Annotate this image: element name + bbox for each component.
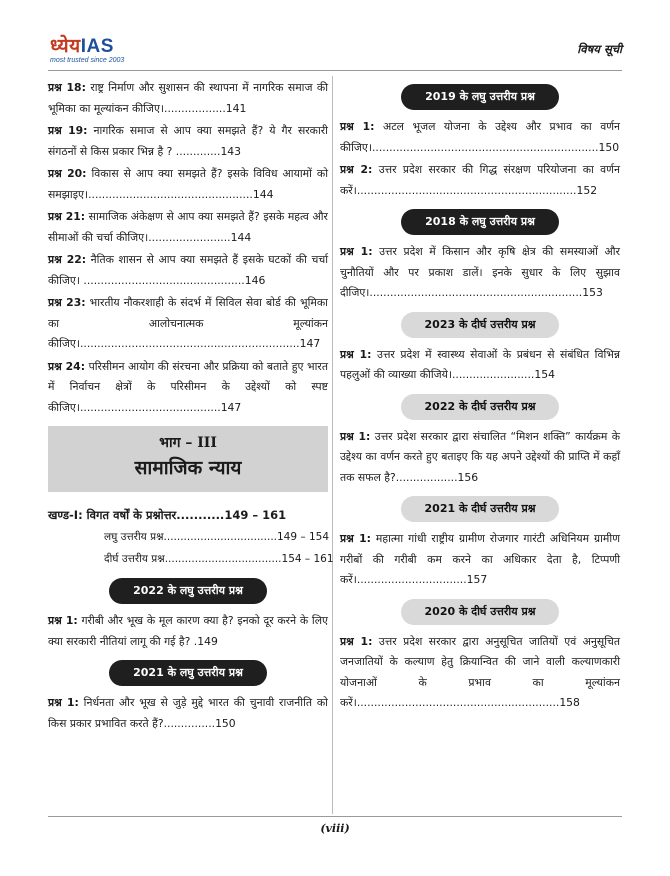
year-heading-2021-long: 2021 के दीर्घ उत्तरीय प्रश्न bbox=[401, 496, 559, 522]
logo-mark bbox=[50, 32, 124, 58]
leader-dots: ........................................................... bbox=[356, 696, 560, 709]
page-number: 153 bbox=[582, 286, 603, 299]
page-number: 156 bbox=[457, 470, 479, 484]
page-number: 144 bbox=[230, 230, 252, 244]
question-text: राष्ट्र निर्माण और सुशासन की स्थापना में नागरिक समाज की भूमिका का मूल्यांकन कीजिए। bbox=[48, 81, 328, 115]
question-label: प्रश्न 1: bbox=[48, 696, 79, 709]
page-number: 144 bbox=[252, 187, 274, 201]
leader-dots: .............................................................. bbox=[369, 286, 583, 299]
toc-entry[interactable] bbox=[48, 207, 328, 248]
toc-entry[interactable] bbox=[340, 117, 620, 158]
leader-dots: . bbox=[190, 634, 198, 648]
question-label: प्रश्न 1: bbox=[340, 120, 375, 133]
part-label: भाग – III bbox=[159, 435, 217, 451]
toc-entry[interactable] bbox=[48, 121, 328, 162]
question-text: अटल भूजल योजना के उद्देश्य और प्रभाव का वर्णन कीजिए। bbox=[340, 120, 620, 154]
header-divider bbox=[48, 70, 622, 71]
question-label: प्रश्न 1: bbox=[340, 532, 371, 545]
left-column bbox=[48, 78, 334, 736]
part-banner bbox=[48, 426, 328, 492]
year-heading-2019-short: 2019 के लघु उत्तरीय प्रश्न bbox=[401, 84, 559, 110]
question-label: प्रश्न 21: bbox=[48, 210, 86, 223]
sub-entry-short[interactable] bbox=[48, 526, 328, 548]
question-label: प्रश्न 20: bbox=[48, 167, 87, 180]
question-label: प्रश्न 1: bbox=[340, 634, 373, 648]
year-heading-2022-short: 2022 के लघु उत्तरीय प्रश्न bbox=[109, 578, 267, 604]
question-text: उत्तर प्रदेश सरकार द्वारा अनुसूचित जातियों एवं अनुसूचित जनजातियों के कल्याण हेतु क्रियान्वित की जाने वाली कल्याणकारी योजनाओं के प्रभाव का मूल्यांकन करें। bbox=[340, 634, 621, 709]
question-label: प्रश्न 23: bbox=[48, 296, 86, 309]
question-text: नागरिक समाज से आप क्या समझते हैं? ये गैर सरकारी संगठनों से किस प्रकार भिन्न है ? bbox=[48, 124, 328, 158]
page-number: 147 bbox=[220, 400, 242, 414]
question-text: परिसीमन आयोग की संरचना और प्रक्रिया को बताते हुए भारत में निर्वाचन क्षेत्रों के परिसीमन के उद्देश्यों को स्पष्ट कीजिए। bbox=[48, 359, 328, 414]
leader-dots: ................................ bbox=[356, 573, 467, 586]
logo bbox=[50, 32, 124, 64]
leader-dots: ........................ bbox=[451, 368, 535, 381]
sub-text: दीर्घ उत्तरीय प्रश्न bbox=[104, 553, 165, 565]
question-text: उत्तर प्रदेश सरकार द्वारा संचालित “मिशन शक्ति” कार्यक्रम के उद्देश्य का वर्णन करते हुए बताइए कि यह अपने उद्देश्यों की प्राप्ति में कहाँ तक सफल है? bbox=[340, 429, 620, 484]
leader-dots: ......................................... bbox=[79, 400, 221, 414]
khand-text: खण्ड-I: विगत वर्षों के प्रश्नोत्तर bbox=[48, 508, 177, 522]
toc-entry[interactable] bbox=[48, 78, 328, 119]
logo-text: ध्येय bbox=[50, 35, 81, 57]
leader-dots: .................................................................. bbox=[371, 140, 599, 154]
page-range: 149 – 161 bbox=[224, 508, 287, 522]
question-text: भारतीय नौकरशाही के संदर्भ में सिविल सेवा बोर्ड की भूमिका का आलोचनात्मक मूल्यांकन कीजिए। bbox=[48, 296, 328, 350]
question-text: सामाजिक अंकेक्षण से आप क्या समझते हैं? इसके महत्व और सीमाओं की चर्चा कीजिए। bbox=[48, 210, 328, 244]
year-heading-2018-short: 2018 के लघु उत्तरीय प्रश्न bbox=[401, 209, 559, 235]
question-label: प्रश्न 1: bbox=[340, 245, 373, 258]
leader-dots: ............................................... bbox=[79, 273, 245, 287]
page-number: 146 bbox=[244, 273, 266, 287]
question-list bbox=[48, 78, 328, 418]
question-text: निर्धनता और भूख से जुड़े मुद्दे भारत की चुनावी राजनीति को किस प्रकार प्रभावित करते हैं? bbox=[48, 696, 328, 730]
question-text: उत्तर प्रदेश में स्वास्थ्य सेवाओं के प्रबंधन से संबंधित विभिन्न पहलुओं की व्याख्या कीजिये। bbox=[340, 347, 620, 381]
toc-entry[interactable] bbox=[340, 345, 620, 386]
question-text: महात्मा गांधी राष्ट्रीय ग्रामीण रोजगार गारंटी अधिनियम ग्रामीण गरीबों की गरीबी कम करने का अधिकार देता है, टिप्पणी करें। bbox=[340, 532, 620, 586]
leader-dots: ................................................................ bbox=[356, 183, 577, 197]
page-number: 158 bbox=[559, 696, 580, 709]
sub-text: लघु उत्तरीय प्रश्न bbox=[104, 531, 164, 543]
leader-dots: ................................... bbox=[164, 553, 282, 565]
question-label: प्रश्न 19: bbox=[48, 124, 88, 137]
page-number: 152 bbox=[576, 183, 598, 197]
toc-entry[interactable] bbox=[48, 164, 328, 205]
leader-dots: .................. bbox=[395, 470, 458, 484]
page-number: 157 bbox=[466, 573, 488, 586]
question-text: विकास से आप क्या समझते हैं? इसके विविध आयामों को समझाइए। bbox=[48, 167, 328, 201]
toc-entry[interactable] bbox=[48, 693, 328, 734]
toc-entry[interactable] bbox=[48, 357, 328, 419]
toc-entry[interactable] bbox=[340, 242, 620, 304]
toc-entry[interactable] bbox=[48, 611, 328, 652]
leader-dots: .................. bbox=[164, 101, 226, 115]
page-number: 141 bbox=[225, 101, 247, 115]
page-range: 154 – 161 bbox=[281, 553, 334, 565]
leader-dots: ............... bbox=[163, 716, 216, 730]
question-label: प्रश्न 24: bbox=[48, 359, 86, 373]
question-text: उत्तर प्रदेश में किसान और कृषि क्षेत्र की समस्याओं और चुनौतियों और पर प्रकाश डालें। इनके सुधार के लिए सुझाव दीजिए। bbox=[340, 245, 620, 299]
toc-entry[interactable] bbox=[340, 632, 620, 714]
page-number: 143 bbox=[220, 144, 242, 158]
logo-ias: IAS bbox=[80, 36, 114, 57]
question-text: उत्तर प्रदेश सरकार की गिद्ध संरक्षण परियोजना का वर्णन करें। bbox=[340, 163, 620, 197]
toc-entry[interactable] bbox=[340, 160, 620, 201]
toc-entry[interactable] bbox=[340, 529, 620, 591]
column-divider bbox=[332, 76, 333, 814]
question-label: प्रश्न 2: bbox=[340, 163, 373, 176]
question-text: नैतिक शासन से आप क्या समझते हैं इसके घटकों की चर्चा कीजिए। bbox=[48, 253, 328, 287]
leader-dots: .................................. bbox=[163, 531, 277, 543]
leader-dots: ........................ bbox=[148, 230, 231, 244]
year-heading-2021-short: 2021 के लघु उत्तरीय प्रश्न bbox=[109, 660, 267, 686]
page-number: 150 bbox=[215, 716, 236, 730]
page-number-footer: (viii) bbox=[320, 822, 350, 835]
leader-dots: ................................................................ bbox=[79, 337, 300, 350]
question-text: गरीबी और भूख के मूल कारण क्या है? इनको दूर करने के लिए क्या सरकारी नीतियां लागू की गई है? bbox=[48, 614, 328, 648]
page-number: 154 bbox=[534, 368, 555, 381]
year-heading-2023-long: 2023 के दीर्घ उत्तरीय प्रश्न bbox=[401, 312, 559, 338]
leader-dots: ........... bbox=[176, 508, 225, 522]
year-heading-2022-long: 2022 के दीर्घ उत्तरीय प्रश्न bbox=[401, 394, 559, 420]
page-number: 150 bbox=[598, 140, 620, 154]
year-heading-2020-long: 2020 के दीर्घ उत्तरीय प्रश्न bbox=[401, 599, 559, 625]
toc-entry[interactable] bbox=[48, 250, 328, 291]
part-title: सामाजिक न्याय bbox=[134, 457, 242, 479]
toc-entry[interactable] bbox=[48, 293, 328, 355]
sub-entry-long[interactable] bbox=[48, 548, 334, 570]
question-label: प्रश्न 1: bbox=[340, 347, 372, 361]
question-label: प्रश्न 1: bbox=[48, 614, 78, 627]
toc-entry[interactable] bbox=[340, 427, 620, 489]
leader-dots: ............. bbox=[172, 144, 221, 158]
page-range: 149 – 154 bbox=[277, 531, 330, 543]
leader-dots: ................................................ bbox=[88, 187, 253, 201]
question-label: प्रश्न 22: bbox=[48, 253, 87, 266]
page-header bbox=[0, 0, 670, 72]
question-label: प्रश्न 1: bbox=[340, 429, 371, 443]
footer-divider bbox=[48, 816, 622, 817]
section-title: विषय सूची bbox=[577, 42, 622, 56]
page-number: 147 bbox=[299, 337, 321, 350]
right-column bbox=[340, 78, 620, 716]
logo-tagline: most trusted since 2003 bbox=[50, 57, 125, 64]
question-label: प्रश्न 18: bbox=[48, 81, 86, 94]
page-number: 149 bbox=[197, 634, 218, 648]
khand-entry[interactable] bbox=[48, 504, 328, 526]
